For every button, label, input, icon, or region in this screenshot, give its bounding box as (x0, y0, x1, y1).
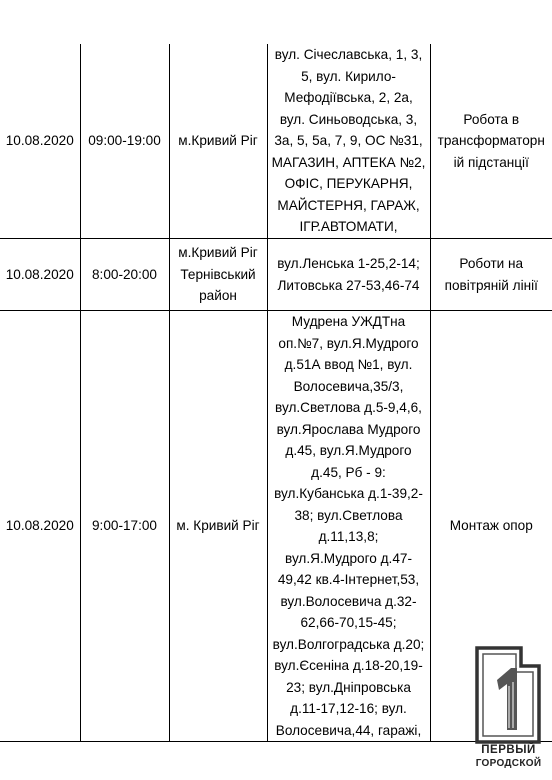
address-line: МАГАЗИН, АПТЕКА №2, (271, 154, 426, 170)
date-cell: 10.08.2020 (0, 44, 80, 239)
address-line: Мудрена УЖДТна (291, 314, 406, 329)
address-line: 5, вул. Кирило- (301, 68, 396, 84)
address-line: 38; вул.Светлова (294, 507, 403, 523)
logo-caption-line1: ПЕРВЫЙ (481, 744, 536, 756)
address-cell (267, 239, 430, 311)
address-line: вул.Светлова д.5-9,4,6, (275, 400, 422, 415)
city-cell (169, 239, 267, 311)
channel-logo-watermark (469, 646, 548, 776)
logo-emblem-icon (469, 646, 548, 744)
address-line: 49,42 кв.4-Інтернет,53, (277, 572, 420, 587)
address-line: ІГР.АВТОМАТИ, (299, 219, 398, 235)
city-cell: м. Кривий Ріг (169, 311, 267, 742)
work-type-cell (430, 239, 552, 311)
city-line: Тернівський (180, 266, 256, 282)
table-row (0, 44, 552, 239)
address-line: Волосевича,44, гаражі, (275, 722, 422, 738)
city-cell: м.Кривий Ріг (169, 44, 267, 239)
work-line: Роботи на (459, 256, 524, 271)
work-line: повітряній лінії (444, 277, 538, 293)
time-cell: 8:00-20:00 (80, 239, 169, 311)
address-line: вул. Синьоводська, 3, (279, 111, 418, 127)
address-line: Литовська 27-53,46-74 (277, 277, 420, 293)
work-type-cell: Монтаж опор (430, 311, 552, 742)
address-line: вул.Волосевича д.32- (280, 593, 417, 609)
address-line: вул. Січеславська, 1, 3, (274, 47, 423, 63)
city-line: м.Кривий Ріг (178, 245, 258, 261)
address-line: 3а, 5, 5а, 7, 9, ОС №31, (274, 133, 423, 149)
address-line: вул.Я.Мудрого д.47- (285, 550, 412, 566)
address-line: д.11-17,12-16; вул. (290, 701, 407, 716)
time-cell: 9:00-17:00 (80, 311, 169, 742)
address-line: вул.Волгоградська д.20; (272, 636, 425, 652)
address-line: ОФІС, ПЕРУКАРНЯ, (284, 176, 413, 192)
address-line: 23; вул.Дніпровська (286, 679, 411, 695)
table-row (0, 239, 552, 311)
work-type-cell (430, 44, 552, 239)
address-line: Мефодіївська, 2, 2а, (284, 90, 413, 106)
address-line: оп.№7, вул.Я.Мудрого (278, 335, 419, 351)
address-line: вул.Кубанська д.1-39,2- (274, 486, 423, 501)
outage-schedule-table (0, 44, 552, 742)
work-line: Робота в (463, 111, 520, 127)
address-line: д.51А ввод №1, вул. (284, 357, 413, 372)
address-line: Волосевича,35/3, (293, 378, 404, 394)
address-line: вул.Єсеніна д.18-20,19- (274, 658, 423, 673)
address-line: вул.Ленська 1-25,2-14; (277, 256, 420, 271)
logo-caption-line2: ГОРОДСКОЙ (475, 758, 542, 769)
work-line: трансформаторн (437, 133, 545, 149)
address-line: МАЙСТЕРНЯ, ГАРАЖ, (277, 197, 420, 213)
address-line: 62,66-70,15-45; (300, 615, 397, 630)
address-line: вул.Ярослава Мудрого (276, 421, 421, 437)
time-cell: 09:00-19:00 (80, 44, 169, 239)
address-line: д.45, вул.Я.Мудрого (285, 443, 412, 458)
address-cell (267, 311, 430, 742)
address-cell (267, 44, 430, 239)
address-line: д.45, Рб - 9: (311, 464, 386, 480)
address-line: д.11,13,8; (318, 529, 379, 544)
city-line: район (199, 288, 237, 304)
date-cell: 10.08.2020 (0, 239, 80, 311)
work-line: ій підстанції (453, 154, 529, 170)
date-cell: 10.08.2020 (0, 311, 80, 742)
